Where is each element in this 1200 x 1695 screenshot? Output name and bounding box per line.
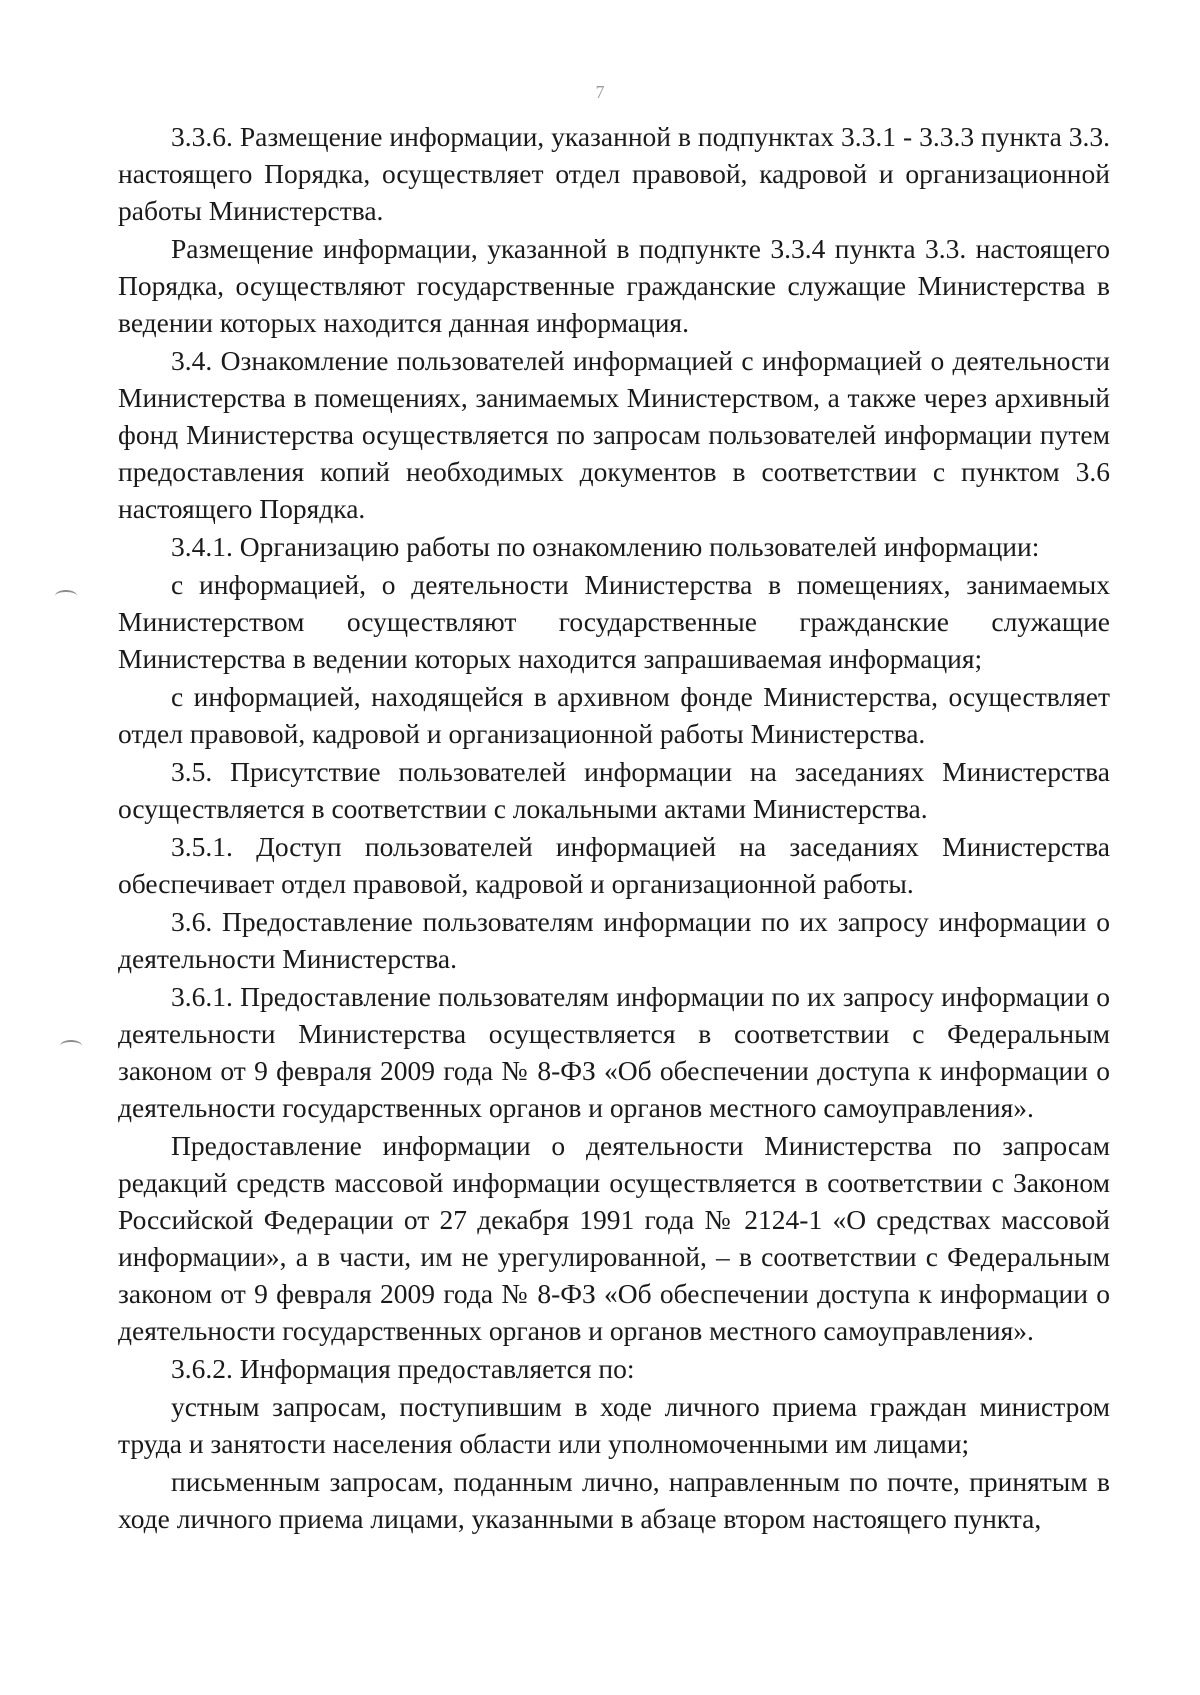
paragraph: 3.5.1. Доступ пользователей информацией на заседаниях Министерства обеспечивает отдел правовой, кадровой и организационной работы. <box>118 831 1110 899</box>
paragraph: Предоставление информации о деятельности Министерства по запросам редакций средств массовой информации осуществляется в соответствии с Законом Российской Федерации от 27 декабря 1991 года № 2124-1 «О средствах массовой информации», а в части, им не урегулированной, – в соответствии с Федеральным законом от 9 февраля 2009 года № 8-ФЗ «Об обеспечении доступа к информации о деятельности государственных органов и органов местного самоуправления». <box>118 1130 1110 1346</box>
paragraph: 3.6. Предоставление пользователям информации по их запросу информации о деятельности Министерства. <box>118 906 1110 974</box>
document-body <box>118 118 1110 1537</box>
page-number: 7 <box>595 82 605 102</box>
margin-mark <box>55 590 77 602</box>
margin-mark <box>60 1040 82 1052</box>
paragraph: письменным запросам, поданным лично, направленным по почте, принятым в ходе личного приема лицами, указанными в абзаце втором настоящего пункта, <box>118 1466 1110 1534</box>
paragraph: 3.6.2. Информация предоставляется по: <box>171 1353 635 1384</box>
paragraph: 3.3.6. Размещение информации, указанной в подпунктах 3.3.1 - 3.3.3 пункта 3.3. настоящего Порядка, осуществляет отдел правовой, кадровой и организационной работы Министерства. <box>118 121 1110 226</box>
paragraph: с информацией, о деятельности Министерства в помещениях, занимаемых Министерством осуществляют государственные гражданские служащие Министерства в ведении которых находится запрашиваемая информация; <box>118 569 1110 674</box>
paragraph: с информацией, находящейся в архивном фонде Министерства, осуществляет отдел правовой, кадровой и организационной работы Министерства. <box>118 681 1110 749</box>
paragraph: 3.4.1. Организацию работы по ознакомлению пользователей информации: <box>171 531 1040 562</box>
paragraph: 3.4. Ознакомление пользователей информацией с информацией о деятельности Министерства в помещениях, занимаемых Министерством, а также через архивный фонд Министерства осуществляется по запросам пользователей информации путем предоставления копий необходимых документов в соответствии с пунктом 3.6 настоящего Порядка. <box>118 345 1110 524</box>
paragraph: устным запросам, поступившим в ходе личного приема граждан министром труда и занятости населения области или уполномоченными им лицами; <box>118 1391 1110 1459</box>
paragraph: Размещение информации, указанной в подпункте 3.3.4 пункта 3.3. настоящего Порядка, осуществляют государственные гражданские служащие Министерства в ведении которых находится данная информация. <box>118 233 1110 338</box>
paragraph: 3.6.1. Предоставление пользователям информации по их запросу информации о деятельности Министерства осуществляется в соответствии с Федеральным законом от 9 февраля 2009 года № 8-ФЗ «Об обеспечении доступа к информации о деятельности государственных органов и органов местного самоуправления». <box>118 981 1110 1123</box>
paragraph: 3.5. Присутствие пользователей информации на заседаниях Министерства осуществляется в соответствии с локальными актами Министерства. <box>118 756 1110 824</box>
